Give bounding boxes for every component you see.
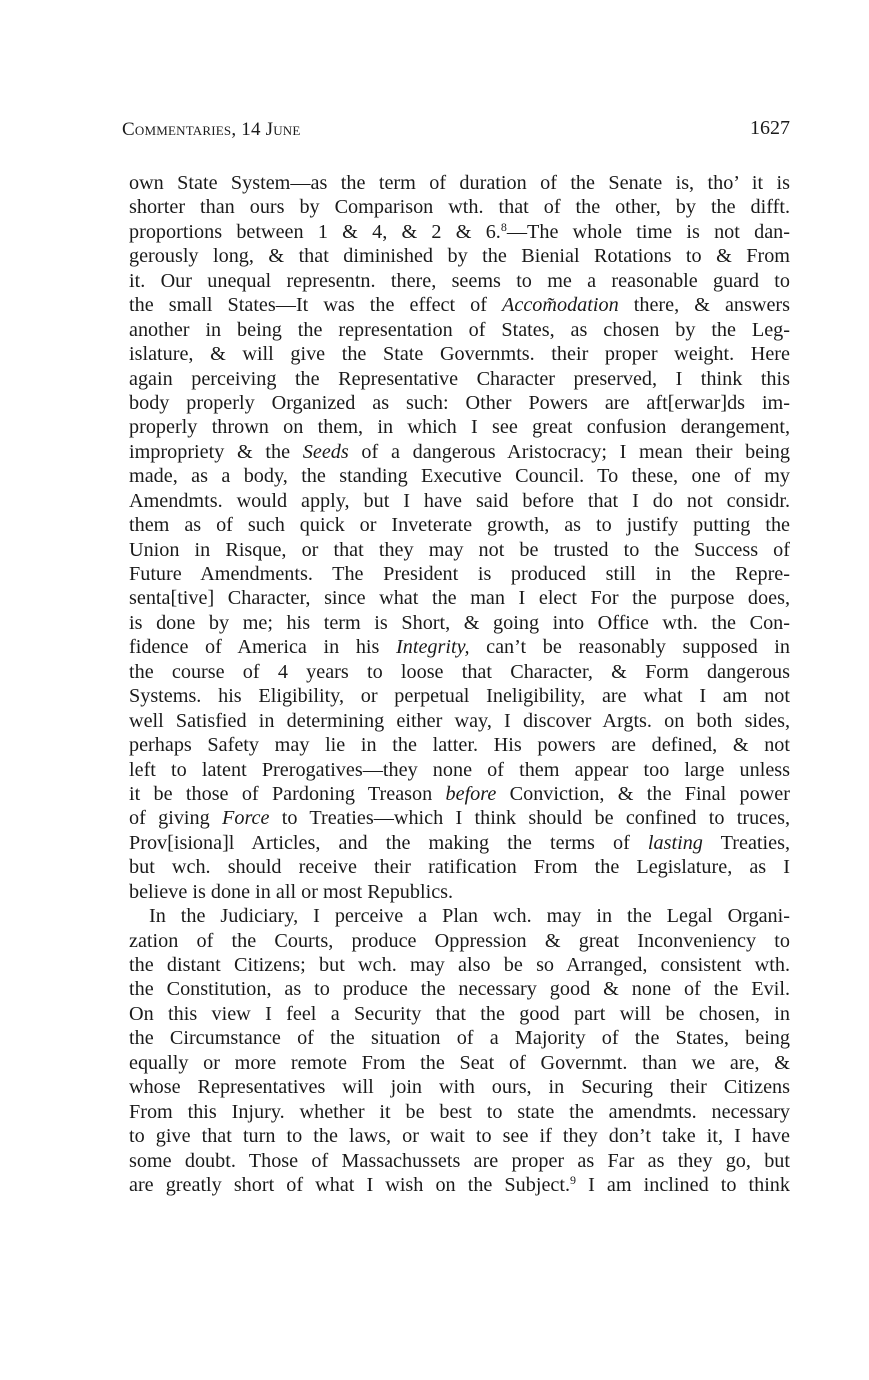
text-line: again perceiving the Representative Character preserved, I think this [129,367,790,390]
paragraph-1 [129,171,790,904]
text-line: the Constitution, as to produce the necessary good & none of the Evil. [129,978,790,1001]
text-line: gerously long, & that diminished by the Bienial Rotations to & From [129,245,790,268]
text-line: In the Judiciary, I perceive a Plan wch. may in the Legal Organi- [149,905,790,928]
text-line: own State System—as the term of duration of the Senate is, tho’ it is [129,172,790,194]
text-line: is done by me; his term is Short, & going into Office wth. the Con- [129,611,790,634]
body-text [129,171,790,1197]
text-line: body properly Organized as such: Other Powers are aft[erwar]ds im- [129,391,790,414]
text-line: some doubt. Those of Massachussets are proper as Far as they go, but [129,1149,790,1172]
italic-text: before [445,782,497,805]
text-line: to give that turn to the laws, or wait to see if they don’t take it, I have [129,1125,790,1148]
text-line: From this Injury. whether it be best to state the amendmts. necessary [129,1100,790,1123]
text-line: but wch. should receive their ratification From the Legislature, as I [129,856,790,879]
text-line: equally or more remote From the Seat of Governmt. than we are, & [129,1051,790,1074]
text-line: whose Representatives will join with ours, in Securing their Citizens [129,1076,790,1099]
text-line: zation of the Courts, produce Oppression & great Inconveniency to [129,929,790,952]
text-line: Prov[isiona]l Articles, and the making the terms of lasting Treaties, [129,831,790,854]
text-line: fidence of America in his Integrity, can’t be reasonably supposed in [129,636,791,659]
text-line: impropriety & the Seeds of a dangerous Aristocracy; I mean their being [129,440,790,463]
text-line: are greatly short of what I wish on the Subject.$^9$ I am inclined to think [129,1172,790,1196]
text-line: shorter than ours by Comparison wth. that of the other, by the difft. [129,196,790,219]
italic-text: Force [222,807,270,830]
text-line: senta[tive] Character, since what the man I elect For the purpose does, [129,587,790,610]
italic-text: Accom̃odation [502,294,619,317]
italic-text: lasting [647,831,703,854]
text-line: Systems. his Eligibility, or perpetual Ineligibility, are what I am not [129,685,790,708]
italic-text: Seeds [302,440,349,463]
text-line: it be those of Pardoning Treason before Conviction, & the Final power [129,782,790,805]
text-line: another in being the representation of States, as chosen by the Leg- [129,318,790,341]
text-line: the course of 4 years to loose that Character, & Form dangerous [129,660,790,683]
text-line: Union in Risque, or that they may not be trusted to the Success of [129,538,790,561]
text-line: perhaps Safety may lie in the latter. His powers are defined, & not [129,734,790,757]
running-head [122,119,790,147]
running-title: Commentaries, 14 June [122,119,301,140]
paragraph-2 [129,904,790,1197]
text-line: believe is done in all or most Republics. [129,880,454,903]
text-line: proportions between 1 & 4, & 2 & 6.$^8$—The whole time is not dan- [129,219,790,243]
text-line: On this view I feel a Security that the good part will be chosen, in [129,1002,790,1025]
footnote-marker: 8 [500,219,507,234]
text-line: made, as a body, the standing Executive Council. To these, one of my [129,465,790,488]
text-line: Amendmts. would apply, but I have said before that I do not considr. [129,489,790,512]
text-line: properly thrown on them, in which I see great confusion derangement, [129,416,790,439]
page-number: 1627 [750,117,790,139]
text-line: them as of such quick or Inveterate growth, as to justify putting the [129,514,790,537]
italic-text: Integrity, [396,636,470,659]
text-line: the distant Citizens; but wch. may also be so Arranged, consistent wth. [129,954,790,976]
text-line: islature, & will give the State Governmts. their proper weight. Here [129,343,790,366]
text-line: it. Our unequal representn. there, seems to me a reasonable guard to [129,269,790,292]
text-line: Future Amendments. The President is produced still in the Repre- [129,563,790,585]
text-line: left to latent Prerogatives—they none of them appear too large unless [129,758,790,781]
text-line: of giving Force to Treaties—which I think should be confined to truces, [129,807,790,830]
text-line: the Circumstance of the situation of a Majority of the States, being [129,1027,790,1050]
footnote-marker: 9 [570,1172,577,1187]
text-line: well Satisfied in determining either way, I discover Argts. on both sides, [129,709,790,732]
text-line: the small States—It was the effect of Accom̃odation there, & answers [129,294,790,317]
